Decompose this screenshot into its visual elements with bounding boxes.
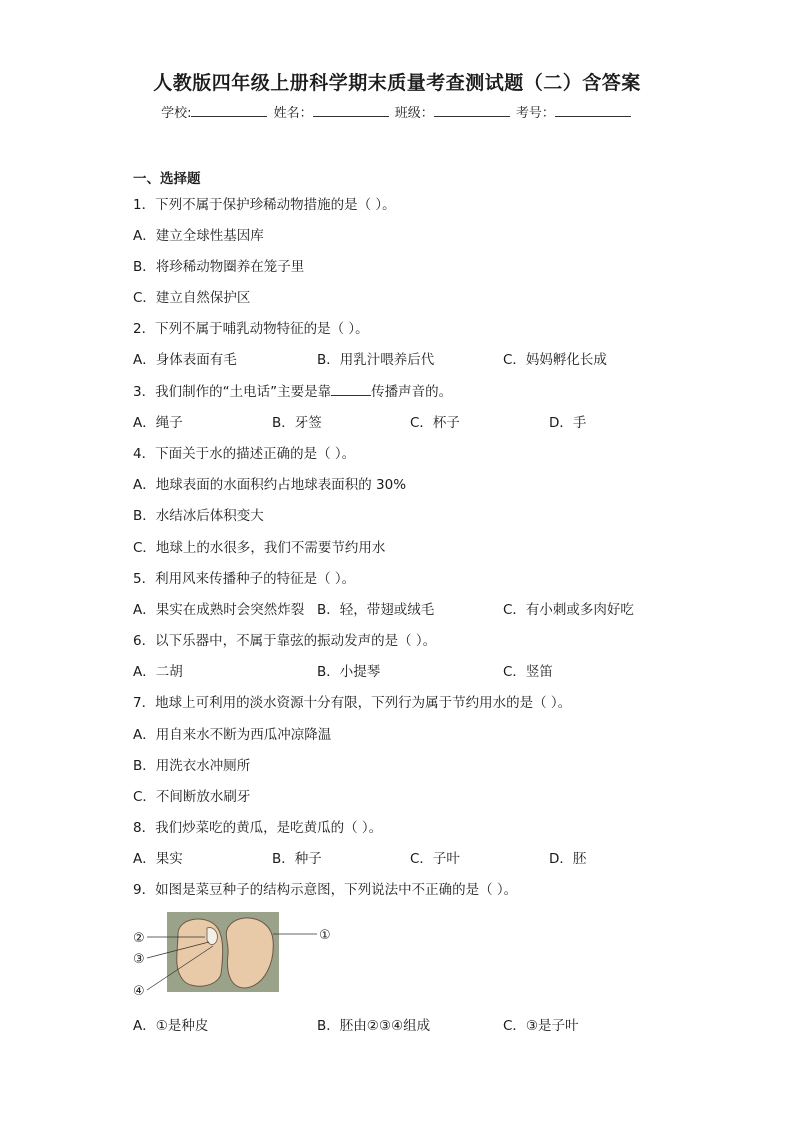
q2-option-a: A．身体表面有毛 [133,352,237,368]
q6-option-b: B．小提琴 [317,664,381,680]
q9-option-b: B．胚由②③④组成 [317,1018,431,1034]
q3-option-d: D．手 [549,415,587,431]
section-heading: 一、选择题 [133,171,201,187]
school-label: 学校: [161,106,192,121]
page-title: 人教版四年级上册科学期末质量考查测试题（二）含答案 [153,72,641,94]
q9-option-a: A．①是种皮 [133,1018,209,1034]
q6-option-a: A．二胡 [133,664,183,680]
label-3: ③ [133,952,145,967]
q6-option-c: C．竖笛 [503,664,553,680]
q7-option-b: B．用洗衣水冲厕所 [133,758,251,774]
class-blank[interactable] [434,104,510,117]
label-4: ④ [133,984,145,996]
q7-option-c: C．不间断放水刷牙 [133,789,251,805]
class-label: 班级： [394,106,434,121]
student-info-row [0,102,794,121]
question-1: 1．下列不属于保护珍稀动物措施的是（ ）。 [133,197,396,213]
q4-option-b: B．水结冰后体积变大 [133,508,264,524]
q4-option-c: C．地球上的水很多，我们不需要节约用水 [133,540,386,556]
q3-stem-end: 传播声音的。 [371,384,453,400]
name-blank[interactable] [313,104,389,117]
q3-option-c: C．杯子 [410,415,460,431]
q2-option-c: C．妈妈孵化长成 [503,352,607,368]
q5-option-a: A．果实在成熟时会突然炸裂 [133,602,305,618]
question-5: 5．利用风来传播种子的特征是（ ）。 [133,571,356,587]
q1-option-c: C．建立自然保护区 [133,290,251,306]
q5-option-b: B．轻，带翅或绒毛 [317,602,435,618]
bean-seed-diagram [133,906,343,996]
q3-option-b: B．牙签 [272,415,322,431]
bean-seed-svg [133,906,343,996]
label-2: ② [133,931,145,946]
q8-option-b: B．种子 [272,851,322,867]
label-1: ① [319,928,331,943]
left-cotyledon [177,919,223,986]
number-blank[interactable] [555,104,631,117]
question-3 [133,380,452,400]
q1-option-b: B．将珍稀动物圈养在笼子里 [133,259,305,275]
school-blank[interactable] [191,104,267,117]
question-6: 6．以下乐器中，不属于靠弦的振动发声的是（ ）。 [133,633,437,649]
q2-option-b: B．用乳汁喂养后代 [317,352,435,368]
q8-option-c: C．子叶 [410,851,460,867]
question-7: 7．地球上可利用的淡水资源十分有限，下列行为属于节约用水的是（ ）。 [133,695,572,711]
name-label: 姓名： [273,106,313,121]
question-9: 9．如图是菜豆种子的结构示意图，下列说法中不正确的是（ ）。 [133,882,518,898]
question-2: 2．下列不属于哺乳动物特征的是（ ）。 [133,321,369,337]
number-label: 考号： [515,106,555,121]
q1-option-a: A．建立全球性基因库 [133,228,264,244]
question-8: 8．我们炒菜吃的黄瓜，是吃黄瓜的（ ）。 [133,820,383,836]
q3-stem-start: 3．我们制作的“土电话”主要是靠 [133,384,332,400]
question-4: 4．下面关于水的描述正确的是（ ）。 [133,446,356,462]
q8-option-d: D．胚 [549,851,587,867]
q8-option-a: A．果实 [133,851,183,867]
q5-option-c: C．有小刺或多肉好吃 [503,602,634,618]
q4-option-a: A．地球表面的水面积约占地球表面积的 30% [133,477,407,493]
q9-option-c: C．③是子叶 [503,1018,579,1034]
q7-option-a: A．用自来水不断为西瓜冲凉降温 [133,727,332,743]
q3-answer-blank[interactable] [331,383,371,396]
q3-option-a: A．绳子 [133,415,183,431]
